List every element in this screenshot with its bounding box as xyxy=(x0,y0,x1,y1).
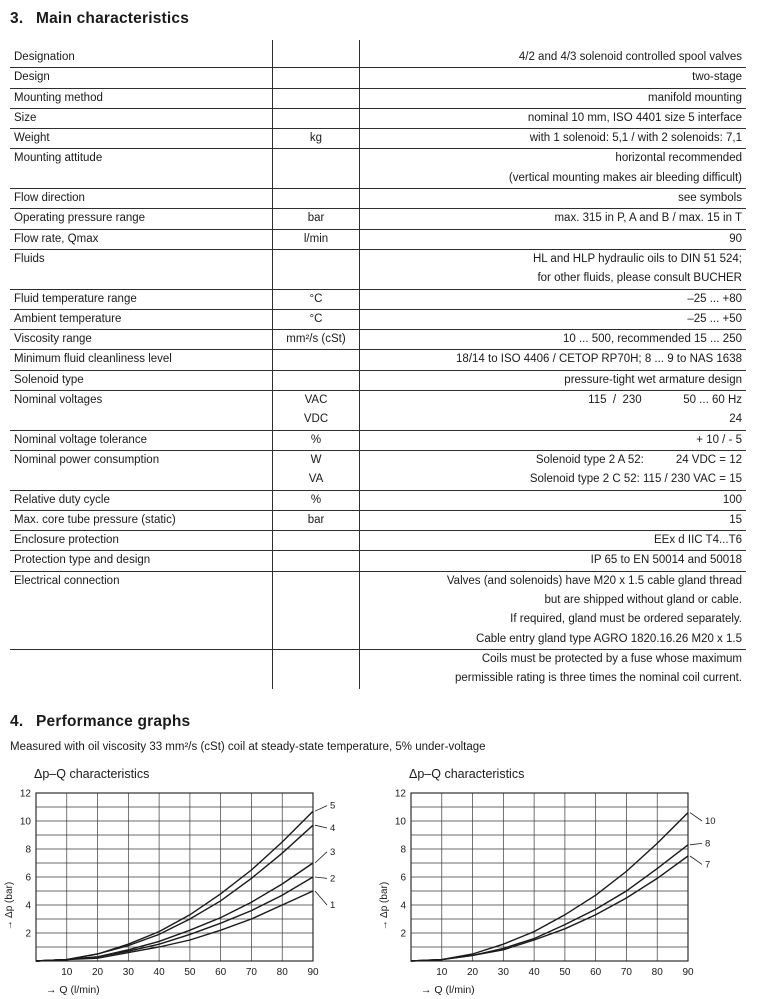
unit-cell xyxy=(273,391,360,431)
characteristic-name: Solenoid type xyxy=(10,370,273,390)
y-tick-label: 2 xyxy=(25,928,31,939)
value-cell xyxy=(360,551,747,571)
value-line: (vertical mounting makes air bleeding difficult) xyxy=(508,171,742,184)
table-row xyxy=(10,551,746,571)
x-tick-label: 80 xyxy=(276,966,288,978)
y-tick-label: 6 xyxy=(400,872,406,883)
value-line: –25 ... +50 xyxy=(687,312,742,325)
curve-label-leader xyxy=(315,825,327,828)
y-tick-label: 10 xyxy=(394,816,406,827)
value-cell xyxy=(360,249,747,289)
x-tick-label: 60 xyxy=(590,966,602,978)
y-tick-label: 12 xyxy=(394,788,406,799)
characteristic-name: Size xyxy=(10,108,273,128)
characteristic-name: Mounting attitude xyxy=(10,149,273,189)
table-top-spacer xyxy=(10,40,746,48)
curve-label-leader xyxy=(690,812,702,820)
characteristic-name: Relative duty cycle xyxy=(10,490,273,510)
characteristic-name: Fluid temperature range xyxy=(10,289,273,309)
value-line: manifold mounting xyxy=(648,91,742,104)
unit-cell xyxy=(273,649,360,688)
curve-series-3 xyxy=(36,863,313,961)
y-tick-label: 6 xyxy=(25,872,31,883)
value-line: horizontal recommended xyxy=(615,152,742,165)
unit-cell xyxy=(273,350,360,370)
curve-label: 2 xyxy=(330,872,336,884)
table-row xyxy=(10,531,746,551)
value-cell xyxy=(360,209,747,229)
curve-label: 8 xyxy=(705,837,711,849)
x-tick-label: 60 xyxy=(215,966,227,978)
characteristic-name: Nominal voltages xyxy=(10,391,273,431)
value-line: 115 / 230 50 ... 60 Hz xyxy=(588,394,742,407)
unit-cell xyxy=(273,430,360,450)
value-line: nominal 10 mm, ISO 4401 size 5 interface xyxy=(527,111,742,124)
table-row xyxy=(10,391,746,431)
curve-label: 1 xyxy=(330,899,336,911)
table-row xyxy=(10,209,746,229)
table-row xyxy=(10,149,746,189)
unit-cell xyxy=(273,450,360,490)
table-row xyxy=(10,510,746,530)
x-tick-label: 50 xyxy=(559,966,571,978)
value-line: + 10 / - 5 xyxy=(696,433,742,446)
section-4-title: Performance graphs xyxy=(36,712,191,730)
value-cell xyxy=(360,370,747,390)
value-line: 90 xyxy=(729,232,742,245)
x-tick-label: 70 xyxy=(620,966,633,978)
unit-cell xyxy=(273,330,360,350)
value-line: If required, gland must be ordered separately. xyxy=(510,613,742,626)
value-cell xyxy=(360,189,747,209)
curve-label-leader xyxy=(315,877,327,878)
spacer-cell xyxy=(10,40,273,48)
section-3-title: Main characteristics xyxy=(36,10,190,27)
unit-cell xyxy=(273,249,360,289)
characteristic-name: Ambient temperature xyxy=(10,309,273,329)
unit-line: °C xyxy=(309,292,323,305)
x-tick-label: 50 xyxy=(184,966,196,978)
unit-cell xyxy=(273,129,360,149)
unit-cell xyxy=(273,510,360,530)
table-row xyxy=(10,370,746,390)
unit-line: bar xyxy=(307,212,325,225)
characteristic-name: Minimum fluid cleanliness level xyxy=(10,350,273,370)
value-cell xyxy=(360,229,747,249)
unit-line: W xyxy=(310,453,322,466)
curve-label: 4 xyxy=(330,822,336,834)
table-row xyxy=(10,189,746,209)
value-line: Solenoid type 2 C 52: 115 / 230 VAC = 15 xyxy=(529,473,742,486)
unit-cell xyxy=(273,108,360,128)
table-row xyxy=(10,229,746,249)
y-tick-label: 4 xyxy=(25,900,31,911)
x-tick-label: 90 xyxy=(682,966,694,978)
value-line: Coils must be protected by a fuse whose maximum xyxy=(481,652,742,665)
characteristic-name: Electrical connection xyxy=(10,571,273,649)
curve-series-5 xyxy=(36,811,313,961)
table-row xyxy=(10,249,746,289)
y-tick-label: 8 xyxy=(25,844,31,855)
curve-label-leader xyxy=(690,843,702,844)
value-line: for other fluids, please consult BUCHER xyxy=(537,272,742,285)
value-cell xyxy=(360,68,747,88)
measurement-conditions-note: Measured with oil viscosity 33 mm²/s (cSt) coil at steady-state temperature, 5% under-voltage xyxy=(10,740,486,753)
unit-cell xyxy=(273,289,360,309)
value-line: 15 xyxy=(729,513,742,526)
unit-line: VAC xyxy=(304,394,328,407)
value-line: Solenoid type 2 A 52: 24 VDC = 12 xyxy=(535,453,742,466)
characteristics-table xyxy=(10,40,746,689)
characteristic-name: Nominal power consumption xyxy=(10,450,273,490)
unit-line: °C xyxy=(309,312,323,325)
unit-cell xyxy=(273,149,360,189)
y-tick-label: 4 xyxy=(400,900,406,911)
value-cell xyxy=(360,149,747,189)
x-tick-label: 90 xyxy=(307,966,319,978)
value-line: 10 ... 500, recommended 15 ... 250 xyxy=(562,333,742,346)
curve-series-8 xyxy=(411,844,688,960)
x-tick-label: 40 xyxy=(153,966,165,978)
characteristic-name: Fluids xyxy=(10,249,273,289)
section-3-heading xyxy=(0,0,759,28)
value-line: IP 65 to EN 50014 and 50018 xyxy=(590,554,742,567)
x-tick-label: 30 xyxy=(497,966,509,978)
unit-cell xyxy=(273,189,360,209)
section-4-heading xyxy=(0,703,759,731)
table-row xyxy=(10,108,746,128)
performance-graphs xyxy=(2,759,759,999)
x-tick-label: 20 xyxy=(91,966,104,978)
value-line: HL and HLP hydraulic oils to DIN 51 524; xyxy=(532,252,742,265)
value-cell xyxy=(360,129,747,149)
y-tick-label: 12 xyxy=(19,788,31,799)
value-line: 4/2 and 4/3 solenoid controlled spool valves xyxy=(518,51,742,63)
curve-label-leader xyxy=(315,891,327,905)
value-cell xyxy=(360,391,747,431)
characteristic-name xyxy=(10,649,273,688)
table-row xyxy=(10,48,746,68)
value-line: –25 ... +80 xyxy=(687,292,742,305)
chart-title-left: Δp–Q characteristics xyxy=(34,766,150,781)
table-row xyxy=(10,88,746,108)
value-cell xyxy=(360,531,747,551)
table-row xyxy=(10,289,746,309)
dp-q-chart-left xyxy=(2,759,354,999)
characteristic-name: Viscosity range xyxy=(10,330,273,350)
characteristic-name: Design xyxy=(10,68,273,88)
value-line: two-stage xyxy=(692,71,742,84)
value-line: 18/14 to ISO 4406 / CETOP RP70H; 8 ... 9 to NAS 1638 xyxy=(456,353,742,366)
characteristic-name: Enclosure protection xyxy=(10,531,273,551)
y-tick-label: 8 xyxy=(400,844,406,855)
section-4-number: 4. xyxy=(10,712,24,730)
curve-label: 7 xyxy=(705,858,711,870)
x-tick-label: 20 xyxy=(466,966,479,978)
value-cell xyxy=(360,330,747,350)
table-row xyxy=(10,129,746,149)
table-row xyxy=(10,571,746,649)
characteristic-name: Protection type and design xyxy=(10,551,273,571)
characteristic-name: Operating pressure range xyxy=(10,209,273,229)
characteristic-name: Flow rate, Qmax xyxy=(10,229,273,249)
value-cell xyxy=(360,48,747,68)
value-cell xyxy=(360,450,747,490)
chart-title-right: Δp–Q characteristics xyxy=(409,766,525,781)
value-line: but are shipped without gland or cable. xyxy=(544,594,742,607)
value-line: permissible rating is three times the nominal coil current. xyxy=(455,672,742,685)
table-row xyxy=(10,490,746,510)
dp-q-chart-left-svg xyxy=(2,781,354,999)
unit-line: % xyxy=(310,433,322,446)
x-tick-label: 80 xyxy=(651,966,663,978)
value-line: Valves (and solenoids) have M20 x 1.5 cable gland thread xyxy=(446,574,742,587)
x-tick-label: 70 xyxy=(245,966,258,978)
unit-cell xyxy=(273,571,360,649)
section-3-number: 3. xyxy=(10,10,24,27)
value-cell xyxy=(360,649,747,688)
value-line: 24 xyxy=(729,413,742,426)
characteristic-name: Max. core tube pressure (static) xyxy=(10,510,273,530)
x-tick-label: 30 xyxy=(122,966,134,978)
value-line: pressure-tight wet armature design xyxy=(564,373,742,386)
y-axis-label: → Δp (bar) xyxy=(379,881,390,930)
y-tick-label: 10 xyxy=(19,816,31,827)
value-cell xyxy=(360,350,747,370)
spacer-cell xyxy=(273,40,360,48)
unit-line: kg xyxy=(309,132,323,145)
unit-cell xyxy=(273,531,360,551)
value-line: max. 315 in P, A and B / max. 15 in T xyxy=(554,212,742,225)
dp-q-chart-right xyxy=(377,759,729,999)
x-tick-label: 10 xyxy=(436,966,448,978)
value-cell xyxy=(360,430,747,450)
curve-label-leader xyxy=(315,851,327,862)
value-cell xyxy=(360,571,747,649)
value-cell xyxy=(360,510,747,530)
unit-cell xyxy=(273,551,360,571)
characteristic-name: Nominal voltage tolerance xyxy=(10,430,273,450)
unit-line: bar xyxy=(307,513,325,526)
curve-series-4 xyxy=(36,825,313,961)
curve-label: 3 xyxy=(330,846,336,858)
characteristic-name: Flow direction xyxy=(10,189,273,209)
x-axis-label: → Q (l/min) xyxy=(421,983,475,996)
table-row xyxy=(10,430,746,450)
spacer-cell xyxy=(360,40,747,48)
unit-line: mm²/s (cSt) xyxy=(286,333,346,346)
table-row xyxy=(10,450,746,490)
characteristic-name: Designation xyxy=(10,48,273,68)
unit-cell xyxy=(273,209,360,229)
value-cell xyxy=(360,309,747,329)
value-cell xyxy=(360,108,747,128)
value-line: see symbols xyxy=(678,192,742,205)
table-row xyxy=(10,649,746,688)
value-line: 100 xyxy=(722,493,742,506)
unit-cell xyxy=(273,229,360,249)
value-cell xyxy=(360,289,747,309)
table-row xyxy=(10,309,746,329)
characteristic-name: Mounting method xyxy=(10,88,273,108)
unit-cell xyxy=(273,309,360,329)
curve-label-leader xyxy=(315,805,327,811)
x-tick-label: 40 xyxy=(528,966,540,978)
characteristic-name: Weight xyxy=(10,129,273,149)
value-cell xyxy=(360,88,747,108)
value-line: Cable entry gland type AGRO 1820.16.26 M20 x 1.5 xyxy=(476,632,742,645)
unit-cell xyxy=(273,370,360,390)
curve-label: 5 xyxy=(330,800,336,812)
y-axis-label: → Δp (bar) xyxy=(4,881,15,930)
unit-cell xyxy=(273,490,360,510)
curve-series-7 xyxy=(411,856,688,961)
unit-line: VDC xyxy=(303,413,329,426)
table-row xyxy=(10,330,746,350)
table-row xyxy=(10,350,746,370)
curve-label: 10 xyxy=(705,815,716,827)
x-axis-label: → Q (l/min) xyxy=(46,983,100,996)
dp-q-chart-right-svg xyxy=(377,781,729,999)
unit-line: VA xyxy=(308,473,324,486)
unit-cell xyxy=(273,68,360,88)
y-tick-label: 2 xyxy=(400,928,406,939)
unit-cell xyxy=(273,88,360,108)
unit-cell xyxy=(273,48,360,68)
x-tick-label: 10 xyxy=(61,966,73,978)
value-line: EEx d IIC T4...T6 xyxy=(654,534,742,547)
value-cell xyxy=(360,490,747,510)
unit-line: % xyxy=(310,493,322,506)
curve-label-leader xyxy=(690,856,702,864)
table-row xyxy=(10,68,746,88)
value-line: with 1 solenoid: 5,1 / with 2 solenoids: 7,1 xyxy=(529,132,742,145)
unit-line: l/min xyxy=(303,232,329,245)
